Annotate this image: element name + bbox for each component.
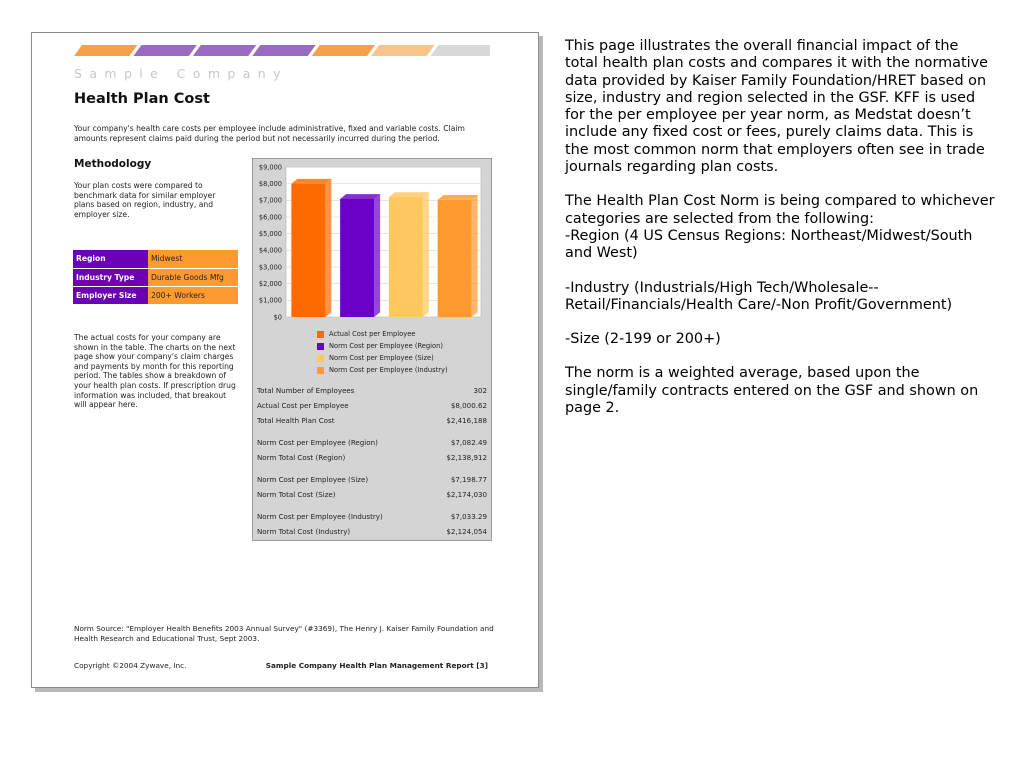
company-name: Sample Company — [74, 66, 288, 81]
speaker-notes — [565, 38, 995, 434]
legend-label: Norm Cost per Employee (Region) — [329, 342, 443, 350]
industry-value: Durable Goods Mfg — [148, 268, 238, 286]
legend-label: Norm Cost per Employee (Industry) — [329, 366, 448, 374]
legend-item — [317, 352, 448, 364]
bar — [438, 200, 472, 317]
employer-size-label: Employer Size — [73, 286, 148, 304]
bar-top — [291, 179, 331, 184]
legend-swatch — [317, 331, 324, 338]
y-tick-label: $3,000 — [258, 263, 282, 272]
benchmark-info-table — [73, 250, 238, 305]
stat-label: Norm Cost per Employee (Size) — [257, 475, 369, 484]
y-tick-label: $8,000 — [258, 179, 282, 188]
stat-label: Actual Cost per Employee — [257, 401, 349, 410]
bar-top — [438, 195, 478, 200]
legend-swatch — [317, 355, 324, 362]
stat-row — [257, 435, 487, 450]
bar-side — [374, 194, 380, 317]
banner-segment — [133, 45, 196, 56]
notes-paragraph-5: The norm is a weighted average, based upon the single/family contracts entered on the GSF and shown on page 2. — [565, 365, 979, 417]
banner-segment — [74, 45, 137, 56]
page-title: Health Plan Cost — [74, 91, 210, 107]
employer-size-value: 200+ Workers — [148, 286, 238, 304]
methodology-heading: Methodology — [74, 158, 152, 170]
bar-side — [423, 192, 429, 317]
stat-label: Norm Total Cost (Industry) — [257, 527, 351, 536]
notes-paragraph-4: -Size (2-199 or 200+) — [565, 331, 721, 348]
banner-segment — [193, 45, 256, 56]
bar-top — [340, 194, 380, 199]
y-tick-label: $6,000 — [258, 213, 282, 222]
stat-spacer — [257, 502, 487, 509]
stat-row — [257, 509, 487, 524]
stat-value: $8,000.62 — [450, 401, 487, 410]
table-row — [73, 250, 238, 268]
stat-value: $2,124,054 — [446, 527, 487, 536]
y-tick-label: $7,000 — [258, 196, 282, 205]
bar-top — [389, 192, 429, 197]
legend-swatch — [317, 343, 324, 350]
stat-value: 302 — [473, 386, 487, 395]
chart-legend — [317, 328, 448, 376]
notes-paragraph-2b: -Region (4 US Census Regions: Northeast/Midwest/South and West) — [565, 227, 973, 262]
notes-paragraph-1: This page illustrates the overall financial impact of the total health plan costs and compares it with the normative data provided by Kaiser Family Foundation/HRET based on size, industry and region selected in the GSF. KFF is used for the per employee per year norm, as Medstat doesn’t include any fixed cost or fees, purely claims data. This is the most common norm that employers often see in trade journals regarding plan costs. — [565, 38, 988, 176]
stat-spacer — [257, 428, 487, 435]
banner-segment — [312, 45, 375, 56]
bar-side — [472, 195, 478, 317]
report-page-thumbnail — [31, 32, 539, 688]
table-row — [73, 286, 238, 304]
industry-label: Industry Type — [73, 268, 148, 286]
norm-source-note: Norm Source: "Employer Health Benefits 2003 Annual Survey" (#3369), The Henry J. Kaiser Family Foundation and Health Research and Educational Trust, Sept 2003. — [74, 624, 494, 643]
actual-costs-text: The actual costs for your company are shown in the table. The charts on the next page show your company's claim charges and payments by month for this reporting period. The tables show a breakdown of your health plan costs. If prescription drug information was included, that breakout will appear here. — [74, 333, 236, 410]
banner-segment — [371, 45, 434, 56]
y-tick-label: $9,000 — [258, 163, 282, 172]
stat-row — [257, 383, 487, 398]
header-banner — [74, 45, 490, 56]
stat-value: $2,138,912 — [446, 453, 487, 462]
bar — [291, 184, 325, 317]
cost-chart-panel — [252, 158, 492, 541]
bar — [389, 197, 423, 317]
legend-item — [317, 328, 448, 340]
stat-row — [257, 413, 487, 428]
stat-label: Total Number of Employees — [257, 386, 355, 395]
stat-row — [257, 398, 487, 413]
stat-value: $7,033.29 — [450, 512, 487, 521]
stat-label: Norm Total Cost (Size) — [257, 490, 336, 499]
stat-value: $7,198.77 — [450, 475, 487, 484]
stat-label: Norm Cost per Employee (Region) — [257, 438, 378, 447]
stat-row — [257, 450, 487, 465]
legend-label: Actual Cost per Employee — [329, 330, 416, 338]
y-tick-label: $4,000 — [258, 246, 282, 255]
legend-swatch — [317, 367, 324, 374]
stat-label: Norm Total Cost (Region) — [257, 453, 346, 462]
stat-label: Norm Cost per Employee (Industry) — [257, 512, 383, 521]
y-tick-label: $2,000 — [258, 279, 282, 288]
stat-value: $7,082.49 — [450, 438, 487, 447]
intro-text: Your company's health care costs per employee include administrative, fixed and variable costs. Claim amounts represent claims paid during the period but not necessarily incurred during the period. — [74, 124, 465, 143]
stat-value: $2,416,188 — [446, 416, 487, 425]
cost-bar-chart — [253, 159, 491, 324]
y-tick-label: $1,000 — [258, 296, 282, 305]
legend-item — [317, 340, 448, 352]
y-tick-label: $5,000 — [258, 229, 282, 238]
notes-paragraph-2a: The Health Plan Cost Norm is being compared to whichever categories are selected from the following: — [565, 193, 995, 227]
stat-row — [257, 524, 487, 539]
notes-paragraph-3: -Industry (Industrials/High Tech/Wholesale--Retail/Financials/Health Care/-Non Profit/Government) — [565, 279, 953, 313]
legend-label: Norm Cost per Employee (Size) — [329, 354, 434, 362]
bar-side — [325, 179, 331, 317]
methodology-text: Your plan costs were compared to benchmark data for similar employer plans based on region, industry, and employer size. — [74, 181, 216, 219]
stat-row — [257, 487, 487, 502]
region-value: Midwest — [148, 250, 238, 268]
legend-item — [317, 364, 448, 376]
stat-row — [257, 472, 487, 487]
stat-label: Total Health Plan Cost — [257, 416, 335, 425]
cost-stats-table — [257, 383, 487, 539]
stat-value: $2,174,030 — [446, 490, 487, 499]
y-tick-label: $0 — [273, 313, 282, 322]
table-row — [73, 268, 238, 286]
stat-spacer — [257, 465, 487, 472]
banner-segment — [431, 45, 490, 56]
bar — [340, 199, 374, 317]
banner-segment — [252, 45, 315, 56]
copyright: Copyright ©2004 Zywave, Inc. — [74, 661, 187, 670]
report-footer: Sample Company Health Plan Management Report [3] — [265, 661, 488, 670]
region-label: Region — [73, 250, 148, 268]
